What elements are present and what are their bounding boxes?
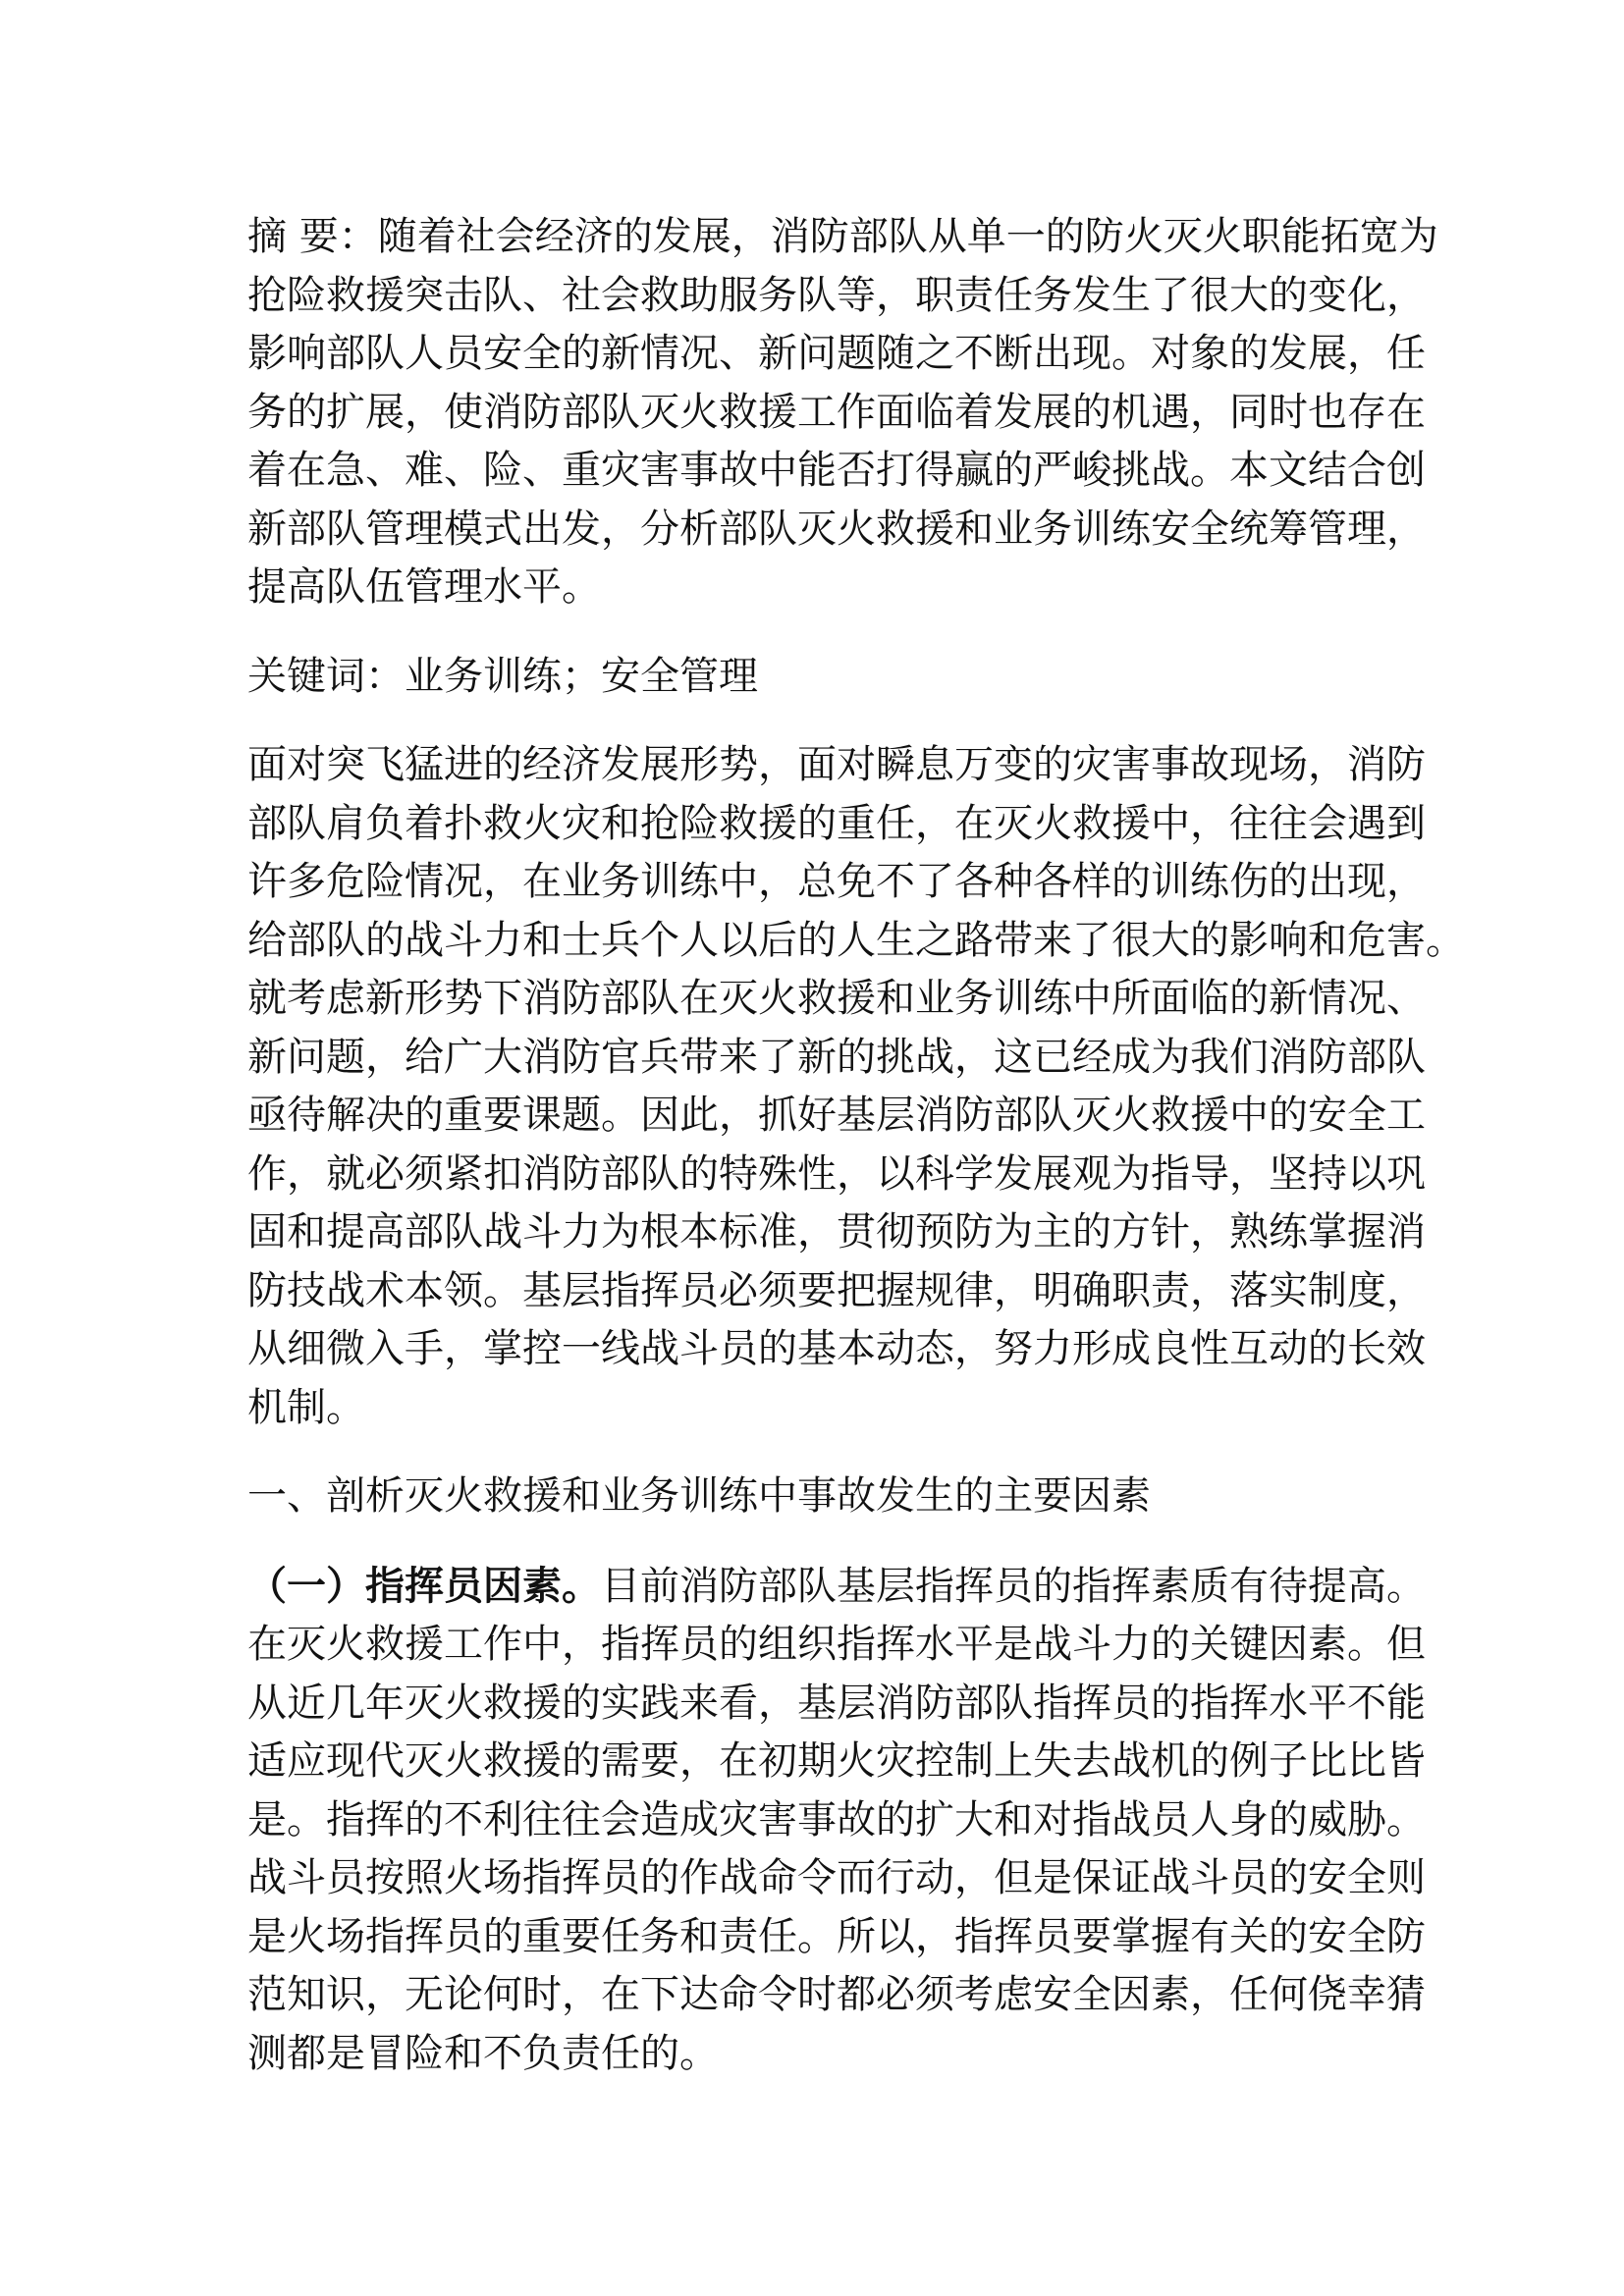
subsection-line: 从近几年灭火救援的实践来看，基层消防部队指挥员的指挥水平不能 [247, 1680, 1426, 1726]
paragraph-gap [247, 706, 1396, 736]
subsection-line: 适应现代灭火救援的需要，在初期火灾控制上失去战机的例子比比皆 [247, 1738, 1426, 1784]
intro-line: 给部队的战斗力和士兵个人以后的人生之路带来了很大的影响和危害。 [247, 917, 1465, 963]
intro-line: 作，就必须紧扣消防部队的特殊性，以科学发展观为指导，坚持以巩 [247, 1150, 1426, 1197]
section-heading-paragraph [247, 1468, 1396, 1526]
keywords-line: 关键词：业务训练；安全管理 [247, 653, 758, 699]
intro-line: 防技战术本领。基层指挥员必须要把握规律，明确职责，落实制度， [247, 1267, 1426, 1313]
subsection-line: 战斗员按照火场指挥员的作战命令而行动，但是保证战斗员的安全则 [247, 1855, 1426, 1900]
abstract-line: 抢险救援突击队、社会救助服务队等，职责任务发生了很大的变化， [247, 272, 1426, 318]
intro-line: 面对突飞猛进的经济发展形势，面对瞬息万变的灾害事故现场，消防 [247, 742, 1426, 787]
subsection-bold-lead: （一）指挥员因素。 [247, 1562, 601, 1609]
abstract-line: 务的扩展，使消防部队灭火救援工作面临着发展的机遇，同时也存在 [247, 389, 1426, 435]
intro-line: 机制。 [247, 1384, 365, 1430]
subsection-line: 测都是冒险和不负责任的。 [247, 2030, 719, 2076]
subsection-paragraph [247, 1557, 1426, 2084]
abstract-line: 影响部队人员安全的新情况、新问题随之不断出现。对象的发展，任 [247, 331, 1426, 376]
paragraph-gap [247, 617, 1396, 648]
subsection-first-line [247, 1557, 1426, 1617]
subsection-line: 范知识，无论何时，在下达命令时都必须考虑安全因素，任何侥幸猜 [247, 1972, 1426, 2017]
paragraph-gap [247, 1526, 1396, 1557]
intro-line: 新问题，给广大消防官兵带来了新的挑战，这已经成为我们消防部队 [247, 1034, 1426, 1080]
section-heading: 一、剖析灭火救援和业务训练中事故发生的主要因素 [247, 1473, 1151, 1519]
subsection-line: 是火场指挥员的重要任务和责任。所以，指挥员要掌握有关的安全防 [247, 1913, 1426, 1959]
intro-line: 部队肩负着扑救火灾和抢险救援的重任，在灭火救援中，往往会遇到 [247, 800, 1426, 846]
subsection-line: 在灭火救援工作中，指挥员的组织指挥水平是战斗力的关键因素。但 [247, 1622, 1426, 1667]
abstract-line: 摘 要：随着社会经济的发展，消防部队从单一的防火灭火职能拓宽为 [247, 214, 1438, 259]
intro-line: 许多危险情况，在业务训练中，总免不了各种各样的训练伤的出现， [247, 859, 1426, 904]
paragraph-gap [247, 1437, 1396, 1468]
subsection-line: 是。指挥的不利往往会造成灾害事故的扩大和对指战员人身的威胁。 [247, 1796, 1426, 1842]
abstract-line: 提高队伍管理水平。 [247, 564, 601, 610]
intro-line: 亟待解决的重要课题。因此，抓好基层消防部队灭火救援中的安全工 [247, 1093, 1426, 1138]
subsection-first-line-rest: 目前消防部队基层指挥员的指挥素质有待提高。 [601, 1563, 1426, 1609]
abstract-line: 新部队管理模式出发，分析部队灭火救援和业务训练安全统筹管理， [247, 506, 1426, 552]
document-body [247, 208, 1465, 2083]
intro-line: 从细微入手，掌控一线战斗员的基本动态，努力形成良性互动的长效 [247, 1326, 1426, 1371]
keywords-paragraph [247, 648, 1396, 707]
intro-paragraph [247, 736, 1465, 1437]
abstract-line: 着在急、难、险、重灾害事故中能否打得赢的严峻挑战。本文结合创 [247, 448, 1426, 493]
intro-line: 就考虑新形势下消防部队在灭火救援和业务训练中所面临的新情况、 [247, 976, 1426, 1021]
abstract-paragraph [247, 208, 1438, 617]
intro-line: 固和提高部队战斗力为根本标准，贯彻预防为主的方针，熟练掌握消 [247, 1209, 1426, 1255]
